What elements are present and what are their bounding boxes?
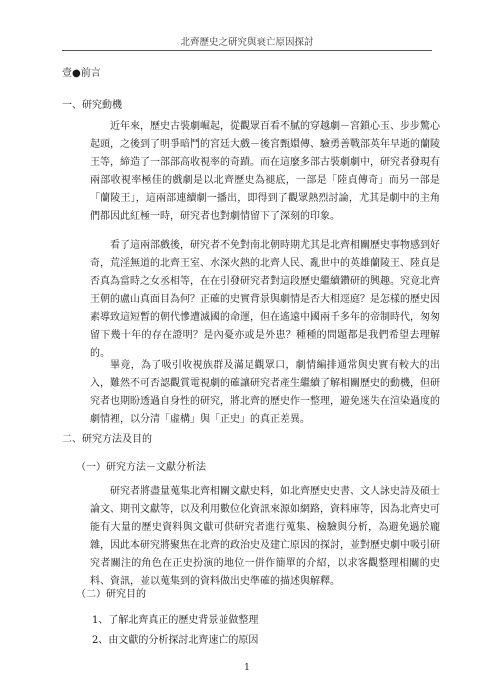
chapter-title: 壹●前言 bbox=[62, 68, 101, 79]
subsection-heading-method: （一）研究方法－文獻分析法 bbox=[76, 462, 206, 473]
purpose-list-item: 2、由文獻的分析探討北齊速亡的原因 bbox=[92, 635, 259, 646]
section-heading-motivation: 一、研究動機 bbox=[62, 100, 122, 111]
page-number: 1 bbox=[244, 663, 250, 673]
paragraph-motivation-2: 看了這兩部戲後，研究者不免對南北朝時期尤其是北齊相關歷史事物感到好奇，荒淫無道的北齊王室、水深火熱的北齊人民、亂世中的英雄蘭陵王、陸貞是否真為當時之女丞相等，在在引發研究者對這段歷史繼續鑽研的興趣。究竟北齊王朝的盧山真面目為何？正確的史實背景與劇情是否大相逕庭？是怎樣的歷史因素導致這短暫的朝代慘遭滅國的命運，但在遙遠中國兩千多年的帝制時代，匆匆留下幾十年的存在證明？是內憂亦或是外患？種種的問題都是我們希望去理解的。 bbox=[90, 240, 440, 359]
subsection-heading-purpose: （二）研究目的 bbox=[76, 589, 146, 600]
paragraph-motivation-1: 近年來，歷史古裝劇崛起，從觀眾百看不膩的穿越劇－宮鎖心玉、步步驚心起頭，之後到了明爭暗鬥的宮廷大戲－後宮甄嬛傳、驗勇善戰部英年早逝的蘭陵王等，締造了一部部高收視率的奇蹟。而在這麼多部古裝劇劇中，研究者發現有兩部收視率極佳的戲劇是以北齊歷史為褪底，一部是「陸貞傳奇」而另一部是「蘭陵王」，這兩部連續劇一播出，即得到了觀眾熱烈討論，尤其是劇中的主角們都因此紅極一時，研究者也對劇情留下了深刻的印象。 bbox=[90, 121, 440, 222]
section-heading-method-purpose: 二、研究方法及目的 bbox=[62, 434, 152, 445]
running-header: 北齊歷史之研究與衰亡原因探討 bbox=[180, 37, 314, 48]
paragraph-motivation-3: 畢竟，為了吸引收視族群及滿足觀眾口，劇情編排通常與史實有較大的出入，難然不可否認觀賞電視劇的確讓研究者產生繼續了解相關歷史的動機，但研究者也期盼透過自身性的研究，將北齊的歷史作一整理，避免迷失在渲染過度的劇情裡，以分清「虛構」與「正史」的真正差異。 bbox=[90, 360, 440, 425]
paragraph-method: 研究者將盡量蒐集北齊相關文獻史料，如北齊歷史史書、文人詠史詩及碩士論文、期刊文獻等，以及利用數位化資訊來源如網路，資料庫等，因為北齊史可能有大量的歷史資料與文獻可供研究者進行蒐集、檢驗與分析，為避免過於龐雜，因此本研究將聚焦在北齊的政治史及建亡原因的探討，並對歷史劇中吸引研究者關注的角色在正史扮演的地位一併作簡單的介紹，以求客觀整理相關的史料、資訊，並以蒐集到的資料做出史準確的描述與解釋。 bbox=[90, 486, 440, 587]
header-divider bbox=[62, 50, 432, 51]
purpose-list-item: 1、了解北齊真正的歷史背景並做整理 bbox=[92, 615, 259, 626]
